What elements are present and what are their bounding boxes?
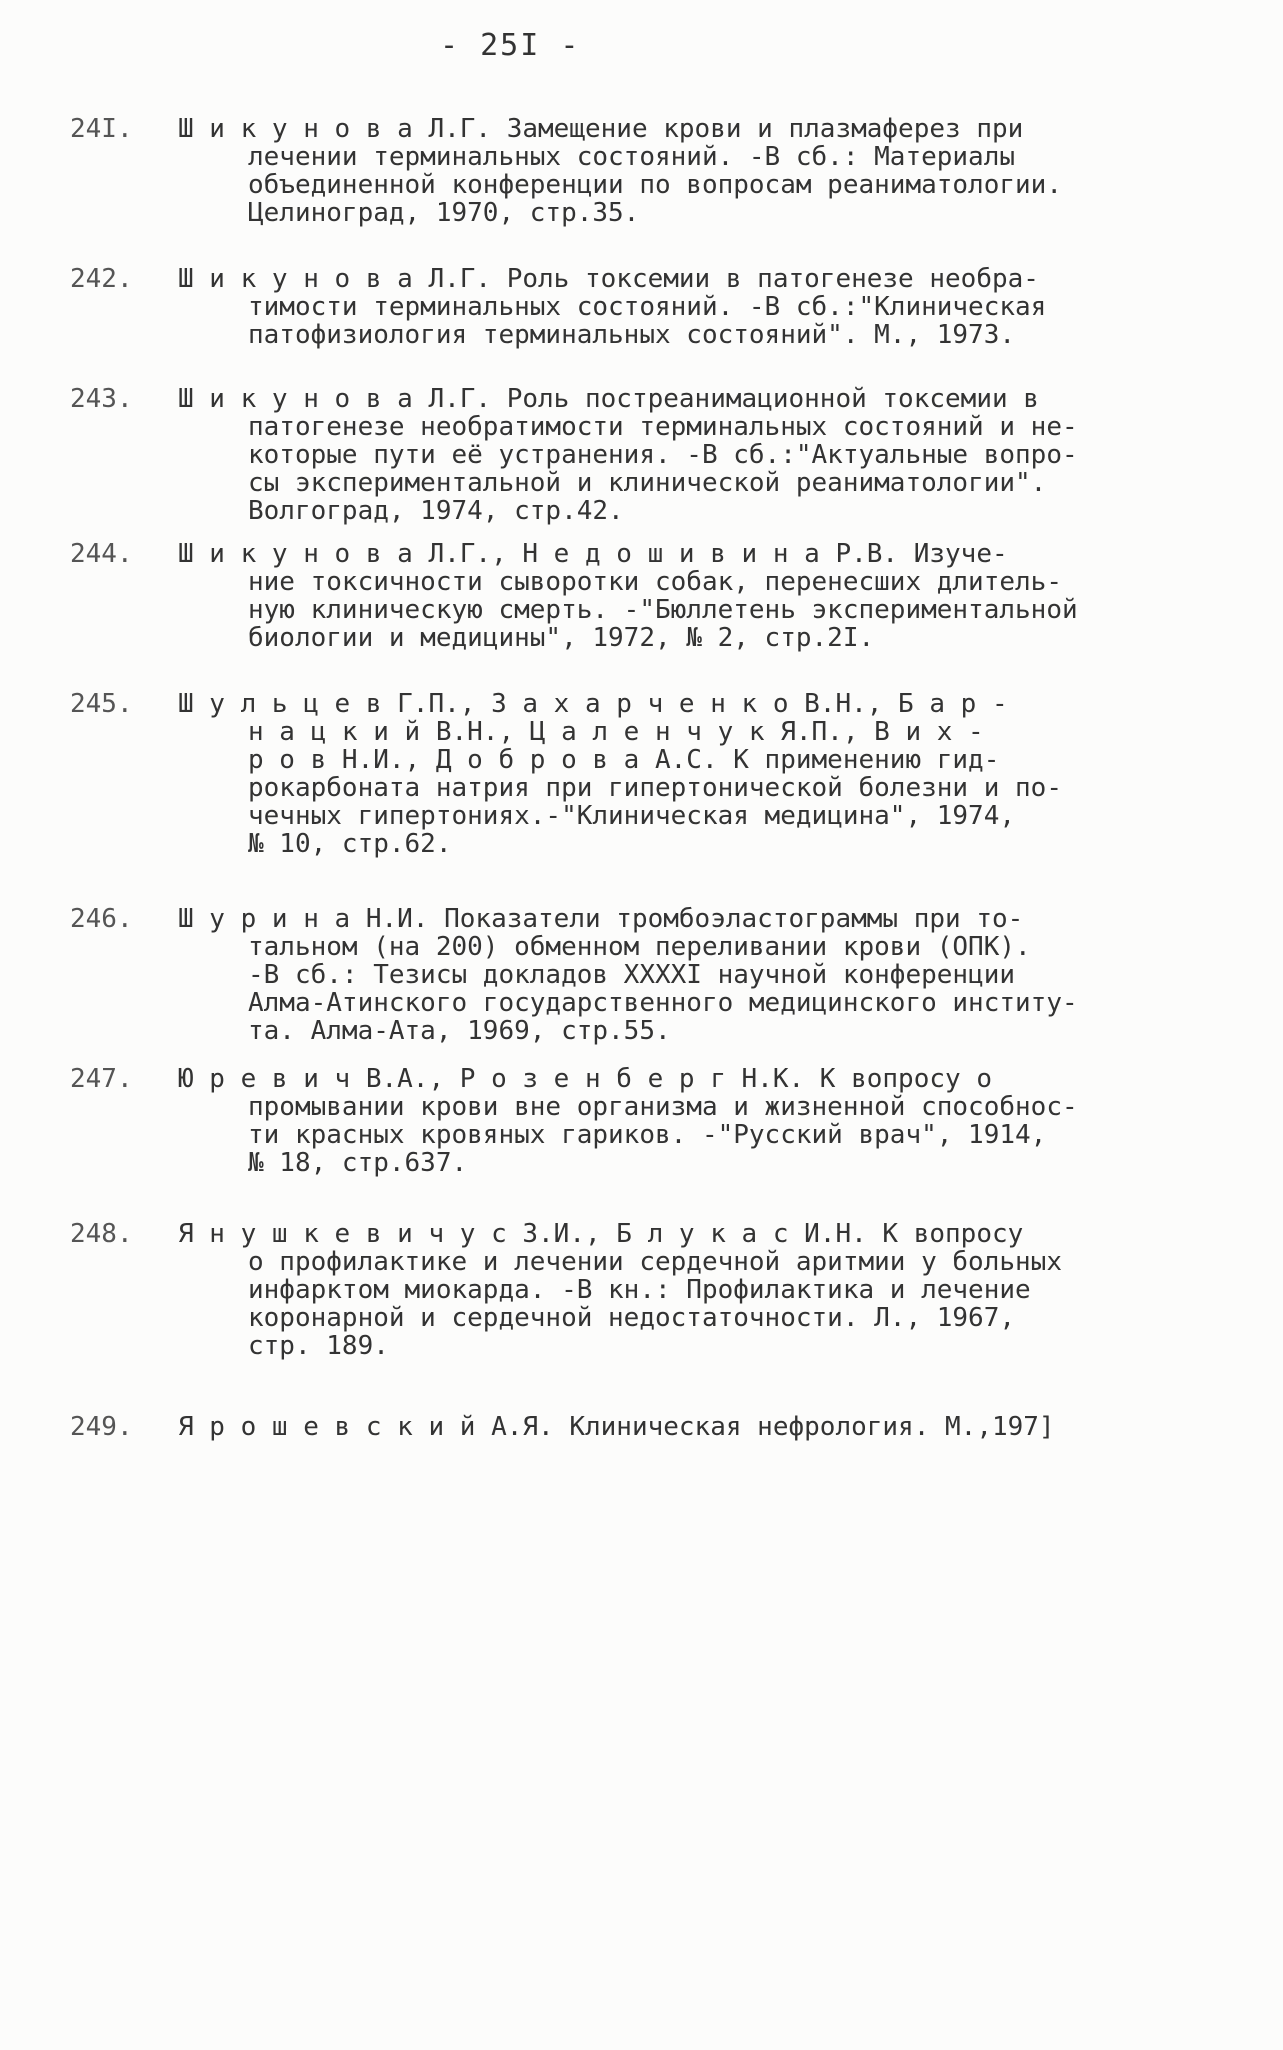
entry-line: рокарбоната натрия при гипертонической болезни и по- <box>248 773 1062 803</box>
entry-line: -В сб.: Тезисы докладов XXXXI научной конференции <box>248 960 1016 990</box>
entry-line: № 18, стр.637. <box>248 1148 468 1178</box>
entry-line: сы экспериментальной и клинической реаниматологии". <box>248 468 1047 498</box>
entry-line: патофизиология терминальных состояний". М., 1973. <box>248 320 1016 350</box>
entry-line: Целиноград, 1970, стр.35. <box>248 198 640 228</box>
entry-line: тимости терминальных состояний. -В сб.:"Клиническая <box>248 292 1047 322</box>
entry-number: 244. <box>70 539 133 569</box>
entry-line: Волгоград, 1974, стр.42. <box>248 496 624 526</box>
entry-line: биологии и медицины", 1972, № 2, стр.2I. <box>248 623 875 653</box>
entry-line: чечных гипертониях.-"Клиническая медицина", 1974, <box>248 801 1016 831</box>
entry-line: Ю р е в и ч В.А., Р о з е н б е р г Н.К. К вопросу о <box>178 1064 992 1094</box>
bibliography-entry <box>70 1413 1055 1441</box>
entry-number: 246. <box>70 904 133 934</box>
page-number: - 25I - <box>440 28 581 63</box>
entry-line: Ш у л ь ц е в Г.П., З а х а р ч е н к о В.Н., Б а р - <box>178 689 1008 719</box>
entry-line: которые пути её устранения. -В сб.:"Актуальные вопро- <box>248 440 1078 470</box>
bibliography-entry <box>70 690 1062 858</box>
bibliography-entry <box>70 905 1078 1045</box>
entry-number: 248. <box>70 1219 133 1249</box>
entry-number: 242. <box>70 264 133 294</box>
entry-line: Алма-Атинского государственного медицинского институ- <box>248 988 1078 1018</box>
entry-line: лечении терминальных состояний. -В сб.: Материалы <box>248 142 1016 172</box>
bibliography-entry <box>70 385 1078 525</box>
bibliography-entry <box>70 115 1062 227</box>
bibliography-entry <box>70 1220 1062 1360</box>
entry-line: о профилактике и лечении сердечной аритмии у больных <box>248 1247 1062 1277</box>
entry-line: патогенезе необратимости терминальных состояний и не- <box>248 412 1078 442</box>
entry-line: коронарной и сердечной недостаточности. Л., 1967, <box>248 1303 1016 1333</box>
entry-number: 24I. <box>70 114 133 144</box>
bibliography-entry <box>70 540 1078 652</box>
entry-number: 247. <box>70 1064 133 1094</box>
entry-line: р о в Н.И., Д о б р о в а А.С. К применению гид- <box>248 745 1000 775</box>
entry-line: Я р о ш е в с к и й А.Я. Клиническая нефрология. М.,197] <box>178 1412 1055 1442</box>
entry-line: Я н у ш к е в и ч у с З.И., Б л у к а с И.Н. К вопросу <box>178 1219 1024 1249</box>
entry-line: промывании крови вне организма и жизненной способнос- <box>248 1092 1078 1122</box>
entry-line: Ш и к у н о в а Л.Г. Роль постреанимационной токсемии в <box>178 384 1039 414</box>
entry-line: ную клиническую смерть. -"Бюллетень экспериментальной <box>248 595 1078 625</box>
entry-line: инфарктом миокарда. -В кн.: Профилактика и лечение <box>248 1275 1031 1305</box>
entry-line: Ш и к у н о в а Л.Г. Роль токсемии в патогенезе необра- <box>178 264 1039 294</box>
entry-line: объединенной конференции по вопросам реаниматологии. <box>248 170 1062 200</box>
entry-line: ти красных кровяных гариков. -"Русский врач", 1914, <box>248 1120 1047 1150</box>
entry-line: № 10, стр.62. <box>248 829 452 859</box>
entry-number: 243. <box>70 384 133 414</box>
entry-line: та. Алма-Ата, 1969, стр.55. <box>248 1016 671 1046</box>
bibliography-entry <box>70 265 1046 349</box>
entry-line: Ш у р и н а Н.И. Показатели тромбоэластограммы при то- <box>178 904 1024 934</box>
entry-line: тальном (на 200) обменном переливании крови (ОПК). <box>248 932 1031 962</box>
entry-line: Ш и к у н о в а Л.Г. Замещение крови и плазмаферез при <box>178 114 1024 144</box>
bibliography-entry <box>70 1065 1078 1177</box>
entry-number: 249. <box>70 1412 133 1442</box>
entry-number: 245. <box>70 689 133 719</box>
entry-line: Ш и к у н о в а Л.Г., Н е д о ш и в и н а Р.В. Изуче- <box>178 539 1008 569</box>
entry-line: ние токсичности сыворотки собак, перенесших длитель- <box>248 567 1062 597</box>
entry-line: н а ц к и й В.Н., Ц а л е н ч у к Я.П., В и х - <box>248 717 984 747</box>
entry-line: стр. 189. <box>248 1331 389 1361</box>
